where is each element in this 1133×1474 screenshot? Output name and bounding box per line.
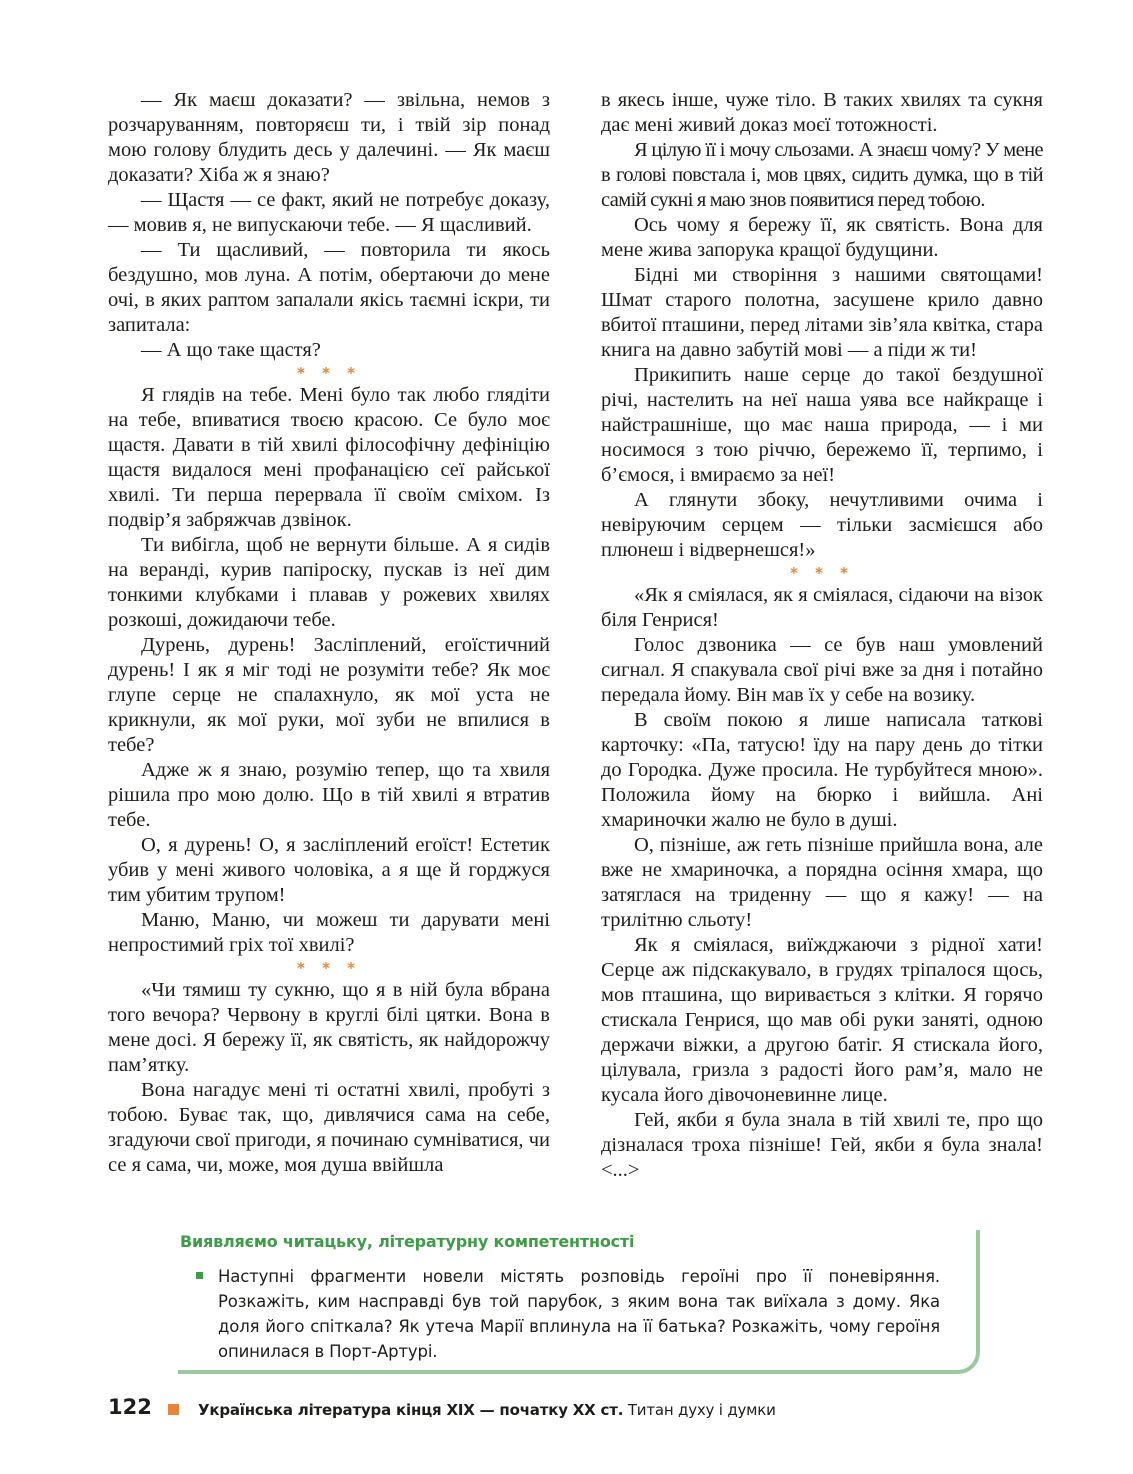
paragraph: А глянути збоку, нечутливими очима і невіруючим серцем — тільки засмієшся або плюнеш і відвернешся!» xyxy=(601,489,1043,561)
right-text-column xyxy=(601,88,1043,1183)
book-title: Українська література кінця XIX — початку XX ст. xyxy=(198,1401,624,1419)
paragraph: Ось чому я бережу її, як святість. Вона для мене жива запорука кращої будущини. xyxy=(601,214,1043,261)
bullet-square-icon xyxy=(196,1272,203,1279)
running-footer xyxy=(198,1401,776,1419)
paragraph: Я цілую її і мочу сльозами. А знаєш чому? У мене в голові повстала і, мов цвях, сидить думка, що в тій самій сукні я маю знов появитися перед тобою. xyxy=(601,139,1043,211)
paragraph: О, я дурень! О, я засліплений егоїст! Естетик убив у мені живого чоловіка, а я ще й горджуся тим убитим трупом! xyxy=(108,834,550,906)
section-divider-stars: * * * xyxy=(297,959,361,977)
section-divider-stars: * * * xyxy=(790,564,854,582)
paragraph: Прикипить наше серце до такої бездушної річі, настелить на неї наша уява все найкраще і найстрашніше, що має наша природа, — і ми носимося з тою річчю, бережемо її, терпимо, і б’ємося, і вмираємо за неї! xyxy=(601,364,1043,486)
paragraph: О, пізніше, аж геть пізніше прийшла вона, але вже не хмариночка, а порядна осіння хмара, що затяглася на триденну — що я кажу! — на трилітню сльоту! xyxy=(601,834,1043,931)
paragraph: Дурень, дурень! Засліплений, егоїстичний дурень! І як я міг тоді не розуміти тебе? Як моє глупе серце не спалахнуло, як мої уста не крикнули, як мої руки, мої зуби не впилися в тебе? xyxy=(108,634,550,756)
section-divider-stars: * * * xyxy=(297,364,361,382)
paragraph: Ти вибігла, щоб не вернути більше. А я сидів на веранді, курив папіроску, пускав із неї дим тонкими клубками і плавав у рожевих хвилях розкоші, дожидаючи тебе. xyxy=(108,534,550,631)
paragraph: в якесь інше, чуже тіло. В таких хвилях та сукня дає мені живий доказ моєї тотожності. xyxy=(601,89,1043,136)
section-title: Титан духу і думки xyxy=(627,1401,776,1419)
paragraph: Гей, якби я була знала в тій хвилі те, про що дізналася троха пізніше! Гей, якби я була знала! <...> xyxy=(601,1109,1043,1181)
page-number: 122 xyxy=(108,1395,152,1419)
paragraph: Як я сміялася, виїжджаючи з рідної хати! Серце аж підскакувало, в грудях тріпалося щось, мов пташина, що виривається з клітки. Я горячо стискала Генрися, що мав обі руки заняті, одною держачи віжки, а другою батіг. Я стискала його, цілувала, гризла з радості його рам’я, мало не кусала його дівочоневинне лице. xyxy=(601,934,1043,1106)
paragraph: Адже ж я знаю, розумію тепер, що та хвиля рішила про мою долю. Що в тій хвилі я втратив тебе. xyxy=(108,759,550,831)
paragraph: — Ти щасливий, — повторила ти якось бездушно, мов луна. А потім, обертаючи до мене очі, в яких раптом запалали якісь таємні іскри, ти запитала: xyxy=(108,239,550,336)
paragraph: — Як маєш доказати? — звільна, немов з розчаруванням, повторяєш ти, і твій зір понад мою голову блудить десь у далечині. — Як маєш доказати? Хіба ж я знаю? xyxy=(108,89,550,186)
paragraph: Вона нагадує мені ті остатні хвилі, пробуті з тобою. Буває так, що, дивлячися сама на себе, згадуючи свої пригоди, я починаю сумніватися, чи се я сама, чи, може, моя душа ввійшла xyxy=(108,1079,550,1176)
paragraph: «Чи тямиш ту сукню, що я в ній була вбрана того вечора? Червону в круглі білі цятки. Вона в мене досі. Я бережу її, як святість, як найдорожчу пам’ятку. xyxy=(108,979,550,1076)
paragraph: Я глядів на тебе. Мені було так любо глядіти на тебе, впиватися твоєю красою. Се було моє щастя. Давати в тій хвилі філософічну дефініцію щастя видалося мені профанацією сеї райської хвилі. Ти перша перервала її своїм сміхом. Із подвір’я забряжчав дзвінок. xyxy=(108,384,550,531)
footer-square-icon xyxy=(168,1404,179,1415)
paragraph: — А що таке щастя? xyxy=(141,339,321,361)
paragraph: В своїм покою я лише написала таткові карточку: «Па, татусю! їду на пару день до тітки до Городка. Дуже просила. Не турбуйтеся мною». Положила йому на бюрко і вийшла. Ані хмариночки жалю не було в душі. xyxy=(601,709,1043,831)
paragraph: «Як я сміялася, як я сміялася, сідаючи на візок біля Генрися! xyxy=(601,584,1043,631)
left-text-column xyxy=(108,88,550,1178)
paragraph: — Щастя — се факт, який не потребує доказу, — мовив я, не випускаючи тебе. — Я щасливий. xyxy=(108,189,550,236)
task-text: Наступні фрагменти новели містять розповідь героїні про її поневіряння. Розкажіть, ким насправді був той парубок, з яким вона так виїхала з дому. Яка доля його спіткала? Як утеча Марії вплинула на її батька? Розкажіть, чому героїня опинилася в Порт-Артурі. xyxy=(218,1267,940,1361)
paragraph: Бідні ми створіння з нашими святощами! Шмат старого полотна, засушене крило давно вбитої пташини, перед літами зів’яла квітка, стара книга на давно забутій мові — а піди ж ти! xyxy=(601,264,1043,361)
paragraph: Маню, Маню, чи можеш ти дарувати мені непростимий гріх тої хвилі? xyxy=(108,909,550,956)
paragraph: Голос дзвоника — се був наш умовлений сигнал. Я спакувала свої річі вже за дня і потайно передала йому. Він мав їх у себе на возику. xyxy=(601,634,1043,706)
task-heading: Виявляємо читацьку, літературну компетентності xyxy=(180,1232,635,1251)
